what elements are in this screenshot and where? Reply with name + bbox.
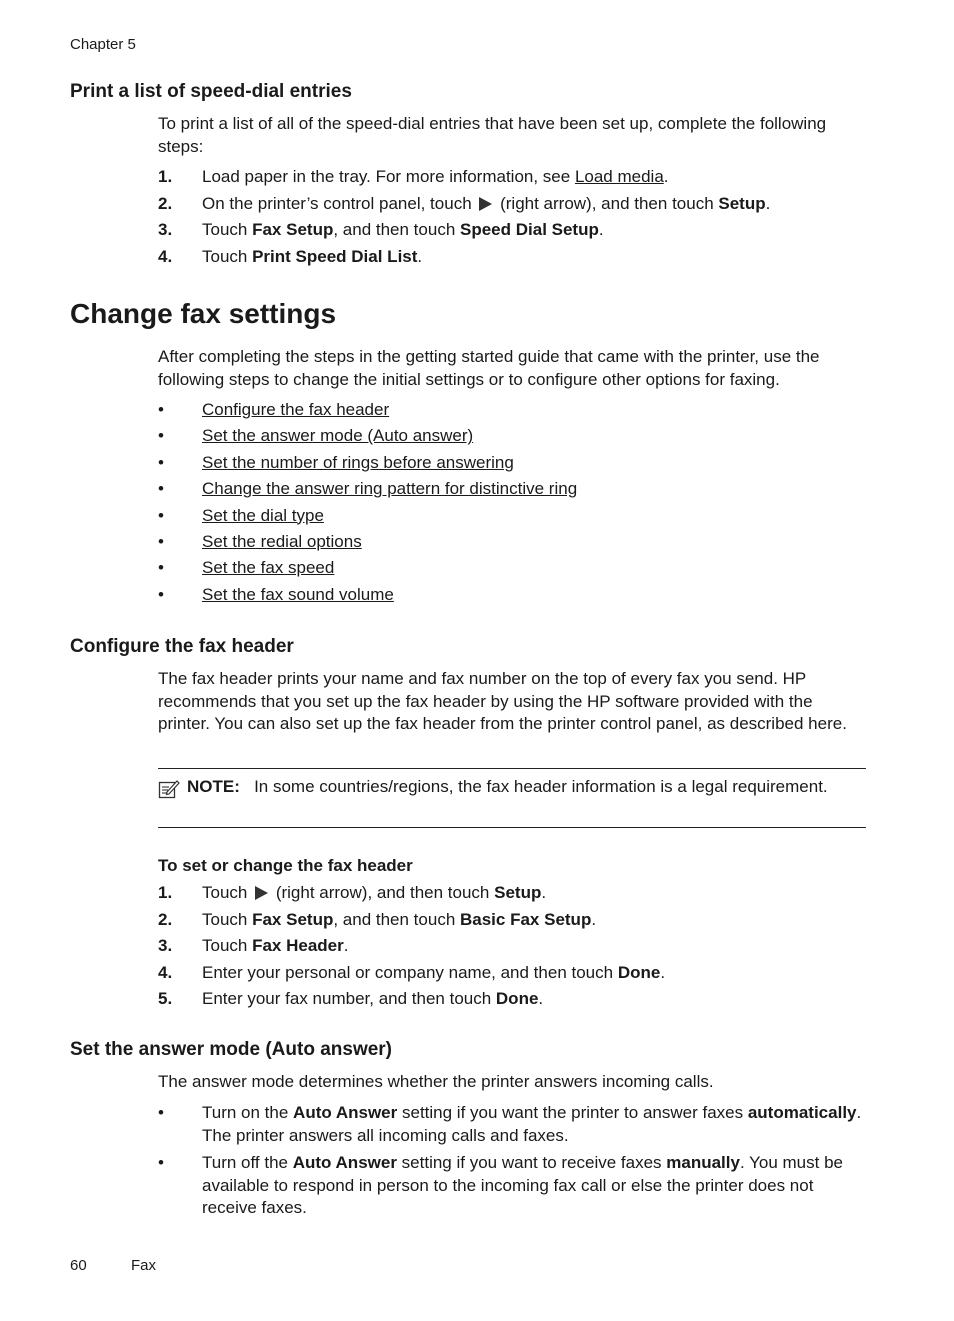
- bullet-icon: •: [158, 584, 164, 604]
- fax-sound-volume-link[interactable]: Set the fax sound volume: [202, 584, 394, 604]
- step-text: Touch: [202, 246, 253, 266]
- procedure-heading: To set or change the fax header: [158, 856, 413, 875]
- item-text: setting if you want to receive faxes: [396, 1153, 667, 1172]
- note-label: NOTE:: [187, 777, 240, 796]
- bullet-icon: •: [158, 426, 164, 446]
- step-text: Enter your fax number, and then touch: [202, 989, 496, 1008]
- list-item: [158, 935, 868, 962]
- speed-dial-steps: [158, 166, 868, 272]
- list-item: [158, 425, 868, 451]
- step-text: .: [663, 167, 669, 186]
- step-text: Touch: [202, 883, 253, 902]
- bullet-icon: •: [158, 558, 164, 578]
- list-item: [158, 557, 868, 583]
- bullet-icon: •: [158, 505, 164, 525]
- bullet-icon: •: [158, 531, 164, 551]
- list-item: [158, 505, 868, 531]
- fax-speed-link[interactable]: Set the fax speed: [202, 558, 335, 578]
- list-item: [158, 246, 868, 273]
- list-item: [158, 584, 868, 610]
- fax-header-heading: Configure the fax header: [70, 636, 294, 657]
- step-bold: Fax Setup: [252, 909, 334, 929]
- fax-header-steps: [158, 882, 868, 1015]
- list-item: [158, 962, 868, 989]
- step-text: .: [765, 193, 771, 213]
- bullet-icon: •: [158, 479, 164, 499]
- list-item: [158, 1152, 868, 1220]
- list-item: [158, 478, 868, 504]
- step-bold: Done: [495, 989, 539, 1008]
- step-number: 1.: [158, 883, 173, 902]
- change-fax-intro: After completing the steps in the getting started guide that came with the printer, use the following steps to change the initial settings or to configure other options for faxing.: [158, 347, 820, 389]
- answer-mode-heading: Set the answer mode (Auto answer): [70, 1039, 393, 1060]
- step-text: .: [417, 246, 423, 266]
- answer-mode-link[interactable]: Set the answer mode (Auto answer): [202, 426, 474, 446]
- step-bold: Done: [617, 962, 661, 982]
- item-text: Turn off the: [202, 1153, 293, 1172]
- step-bold: Basic Fax Setup: [460, 909, 592, 929]
- footer-section: Fax: [131, 1257, 157, 1274]
- load-media-link[interactable]: Load media: [574, 167, 664, 186]
- step-text: Touch: [202, 220, 253, 239]
- step-text: (right arrow), and then touch: [495, 193, 719, 213]
- bullet-icon: •: [158, 1153, 164, 1172]
- page-title: Change fax settings: [70, 298, 337, 329]
- step-text: Touch: [202, 936, 253, 955]
- chapter-label: Chapter 5: [70, 36, 136, 53]
- step-text: .: [538, 989, 544, 1008]
- rings-before-answering-link[interactable]: Set the number of rings before answering: [202, 452, 514, 472]
- step-text: , and then touch: [333, 909, 460, 929]
- bullet-icon: •: [158, 400, 164, 419]
- distinctive-ring-link[interactable]: Change the answer ring pattern for distinctive ring: [202, 479, 578, 499]
- step-text: (right arrow), and then touch: [271, 883, 495, 902]
- step-text: .: [591, 909, 597, 929]
- step-bold: Setup: [494, 883, 542, 902]
- item-bold: Auto Answer: [293, 1103, 398, 1122]
- speed-dial-intro: To print a list of all of the speed-dial entries that have been set up, complete the following steps:: [158, 114, 827, 156]
- list-item: [158, 219, 868, 246]
- fax-header-intro: The fax header prints your name and fax number on the top of every fax you send. HP recommends that you set up the fax header by using the HP software provided with the printer. You can also set up the fax header from the printer control panel, as described here.: [158, 669, 847, 733]
- step-bold: Print Speed Dial List: [252, 246, 418, 266]
- step-text: , and then touch: [333, 220, 460, 239]
- fax-settings-link-list: [158, 399, 868, 610]
- redial-options-link[interactable]: Set the redial options: [202, 531, 362, 551]
- step-number: 3.: [158, 936, 173, 955]
- item-text: setting if you want the printer to answer faxes: [397, 1103, 748, 1122]
- step-number: 4.: [158, 962, 173, 982]
- answer-mode-list: [158, 1102, 868, 1225]
- item-bold: manually: [666, 1153, 740, 1172]
- speed-dial-heading: Print a list of speed-dial entries: [70, 81, 352, 102]
- step-number: 3.: [158, 220, 173, 239]
- list-item: [158, 909, 868, 936]
- list-item: [158, 166, 868, 193]
- step-text: .: [343, 936, 349, 955]
- step-text: .: [541, 883, 547, 902]
- list-item: [158, 1102, 868, 1147]
- step-text: Touch: [202, 909, 253, 929]
- right-arrow-icon: [479, 197, 492, 211]
- answer-mode-intro: The answer mode determines whether the printer answers incoming calls.: [158, 1072, 714, 1091]
- list-item: [158, 988, 868, 1015]
- step-number: 4.: [158, 246, 173, 266]
- configure-fax-header-link[interactable]: Configure the fax header: [202, 400, 390, 419]
- dial-type-link[interactable]: Set the dial type: [202, 505, 324, 525]
- page-number: 60: [70, 1257, 87, 1274]
- bullet-icon: •: [158, 1103, 164, 1122]
- step-bold: Speed Dial Setup: [460, 220, 599, 239]
- bullet-icon: •: [158, 452, 164, 472]
- list-item: [158, 399, 868, 425]
- right-arrow-icon: [255, 886, 268, 900]
- list-item: [158, 882, 868, 909]
- list-item: [158, 531, 868, 557]
- item-text: Turn on the: [202, 1103, 294, 1122]
- step-bold: Setup: [718, 193, 766, 213]
- list-item: [158, 452, 868, 478]
- step-text: .: [660, 962, 666, 982]
- list-item: [158, 193, 868, 220]
- note-icon: [158, 779, 180, 804]
- step-bold: Fax Header: [252, 936, 344, 955]
- step-number: 1.: [158, 167, 173, 186]
- step-text: On the printer’s control panel, touch: [202, 193, 477, 213]
- item-text: . You must be available to respond in person to the incoming fax call or else the printer does not receive faxes.: [202, 1153, 843, 1217]
- step-text: .: [598, 220, 604, 239]
- step-number: 2.: [158, 193, 173, 213]
- step-number: 5.: [158, 989, 173, 1008]
- step-number: 2.: [158, 909, 173, 929]
- step-bold: Fax Setup: [252, 220, 334, 239]
- step-text: Load paper in the tray. For more information, see: [202, 167, 575, 186]
- item-bold: Auto Answer: [292, 1153, 397, 1172]
- item-text: . The printer answers all incoming calls and faxes.: [202, 1103, 862, 1145]
- step-text: Enter your personal or company name, and then touch: [202, 962, 618, 982]
- item-bold: automatically: [747, 1103, 857, 1122]
- note-text: In some countries/regions, the fax header information is a legal requirement.: [254, 777, 828, 796]
- note-box: [158, 768, 866, 828]
